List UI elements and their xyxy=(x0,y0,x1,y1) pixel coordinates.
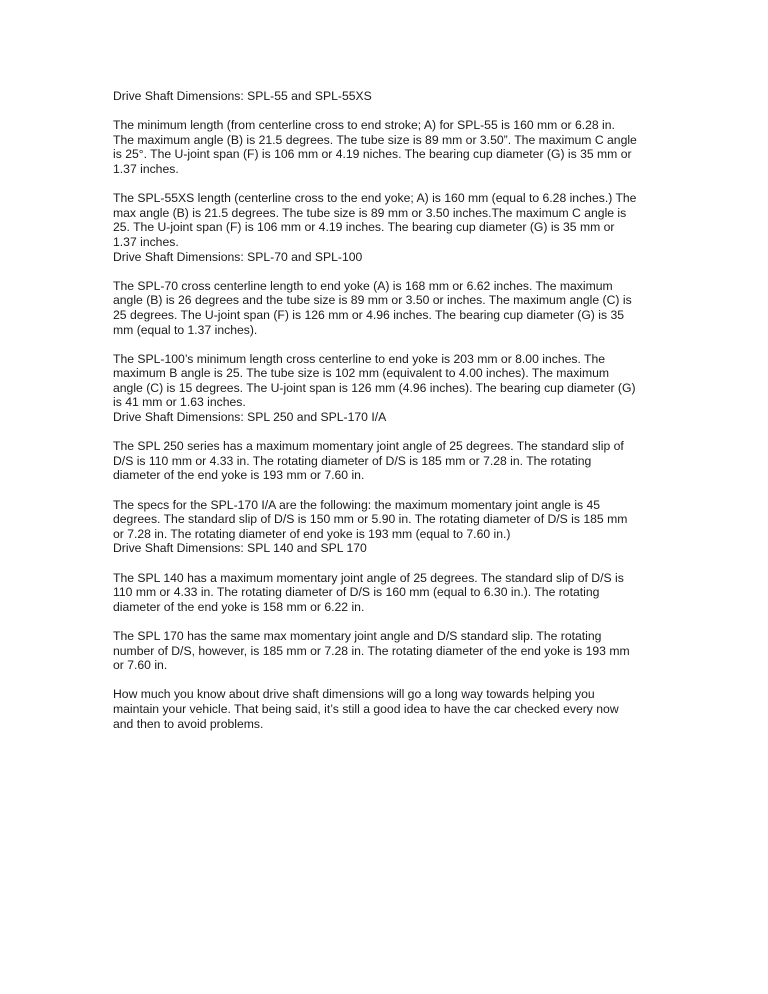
paragraph-spacer xyxy=(113,264,661,279)
body-paragraph xyxy=(113,687,661,731)
body-paragraph xyxy=(113,118,661,176)
paragraph-spacer xyxy=(113,177,661,192)
body-paragraph xyxy=(113,191,661,249)
paragraph-spacer xyxy=(113,556,661,571)
paragraph-line: The maximum angle (B) is 21.5 degrees. The tube size is 89 mm or 3.50”. The maximum C angle xyxy=(113,132,637,147)
paragraph-line: 1.37 inches. xyxy=(113,234,179,249)
paragraph-line: 25 degrees. The U-joint span (F) is 126 mm or 4.96 inches. The bearing cup diameter (G) is 35 xyxy=(113,307,624,322)
paragraph-line: The SPL-55XS length (centerline cross to the end yoke; A) is 160 mm (equal to 6.28 inches.) The xyxy=(113,191,637,206)
paragraph-spacer xyxy=(113,673,661,688)
paragraph-line: 1.37 inches. xyxy=(113,161,179,176)
paragraph-line: and then to avoid problems. xyxy=(113,716,264,731)
paragraph-line: or 7.60 in. xyxy=(113,658,168,673)
paragraph-line: is 41 mm or 1.63 inches. xyxy=(113,395,246,410)
paragraph-line: maximum B angle is 25. The tube size is 102 mm (equivalent to 4.00 inches). The maximum xyxy=(113,366,610,381)
paragraph-line: The SPL 170 has the same max momentary joint angle and D/S standard slip. The rotating xyxy=(113,628,602,643)
paragraph-line: or 7.28 in. The rotating diameter of end yoke is 193 mm (equal to 7.60 in.) xyxy=(113,526,511,541)
paragraph-spacer xyxy=(113,337,661,352)
document-page xyxy=(113,89,661,731)
paragraph-line: maintain your vehicle. That being said, it’s still a good idea to have the car checked every now xyxy=(113,701,619,716)
paragraph-line: The SPL 140 has a maximum momentary joint angle of 25 degrees. The standard slip of D/S is xyxy=(113,570,624,585)
heading-text: Drive Shaft Dimensions: SPL 250 and SPL-170 I/A xyxy=(113,410,387,425)
paragraph-spacer xyxy=(113,483,661,498)
section-heading xyxy=(113,250,661,265)
paragraph-line: degrees. The standard slip of D/S is 150 mm or 5.90 in. The rotating diameter of D/S is 185 mm xyxy=(113,512,628,527)
paragraph-line: The specs for the SPL-170 I/A are the following: the maximum momentary joint angle is 45 xyxy=(113,497,601,512)
body-paragraph xyxy=(113,352,661,410)
paragraph-line: The SPL 250 series has a maximum momentary joint angle of 25 degrees. The standard slip of xyxy=(113,439,624,454)
paragraph-spacer xyxy=(113,104,661,119)
paragraph-spacer xyxy=(113,614,661,629)
body-paragraph xyxy=(113,439,661,483)
paragraph-line: How much you know about drive shaft dimensions will go a long way towards helping you xyxy=(113,687,595,702)
body-paragraph xyxy=(113,571,661,615)
paragraph-line: diameter of the end yoke is 193 mm or 7.60 in. xyxy=(113,468,365,483)
paragraph-line: is 25°. The U-joint span (F) is 106 mm or 4.19 niches. The bearing cup diameter (G) is 35 mm or xyxy=(113,147,632,162)
paragraph-line: max angle (B) is 21.5 degrees. The tube size is 89 mm or 3.50 inches.The maximum C angle is xyxy=(113,205,627,220)
section-heading xyxy=(113,410,661,425)
body-paragraph xyxy=(113,629,661,673)
paragraph-line: D/S is 110 mm or 4.33 in. The rotating diameter of D/S is 185 mm or 7.28 in. The rotating xyxy=(113,453,592,468)
body-paragraph xyxy=(113,498,661,542)
paragraph-line: number of D/S, however, is 185 mm or 7.28 in. The rotating diameter of the end yoke is 193 mm xyxy=(113,643,630,658)
heading-text: Drive Shaft Dimensions: SPL-70 and SPL-100 xyxy=(113,249,363,264)
paragraph-line: The SPL-100’s minimum length cross centerline to end yoke is 203 mm or 8.00 inches. The xyxy=(113,351,606,366)
paragraph-line: 25. The U-joint span (F) is 106 mm or 4.19 inches. The bearing cup diameter (G) is 35 mm or xyxy=(113,220,615,235)
paragraph-line: The SPL-70 cross centerline length to end yoke (A) is 168 mm or 6.62 inches. The maximum xyxy=(113,278,613,293)
section-heading xyxy=(113,541,661,556)
body-paragraph xyxy=(113,279,661,337)
heading-text: Drive Shaft Dimensions: SPL 140 and SPL 170 xyxy=(113,541,367,556)
paragraph-line: angle (C) is 15 degrees. The U-joint span is 126 mm (4.96 inches). The bearing cup diameter (G) xyxy=(113,380,636,395)
paragraph-line: 110 mm or 4.33 in. The rotating diameter of D/S is 160 mm (equal to 6.30 in.). The rotating xyxy=(113,585,600,600)
paragraph-line: The minimum length (from centerline cross to end stroke; A) for SPL-55 is 160 mm or 6.28 in. xyxy=(113,118,615,133)
paragraph-line: mm (equal to 1.37 inches). xyxy=(113,322,258,337)
paragraph-spacer xyxy=(113,425,661,440)
paragraph-line: angle (B) is 26 degrees and the tube size is 89 mm or 3.50 or inches. The maximum angle (C) is xyxy=(113,293,632,308)
heading-text: Drive Shaft Dimensions: SPL-55 and SPL-55XS xyxy=(113,89,372,103)
paragraph-line: diameter of the end yoke is 158 mm or 6.22 in. xyxy=(113,599,365,614)
section-heading xyxy=(113,89,661,104)
